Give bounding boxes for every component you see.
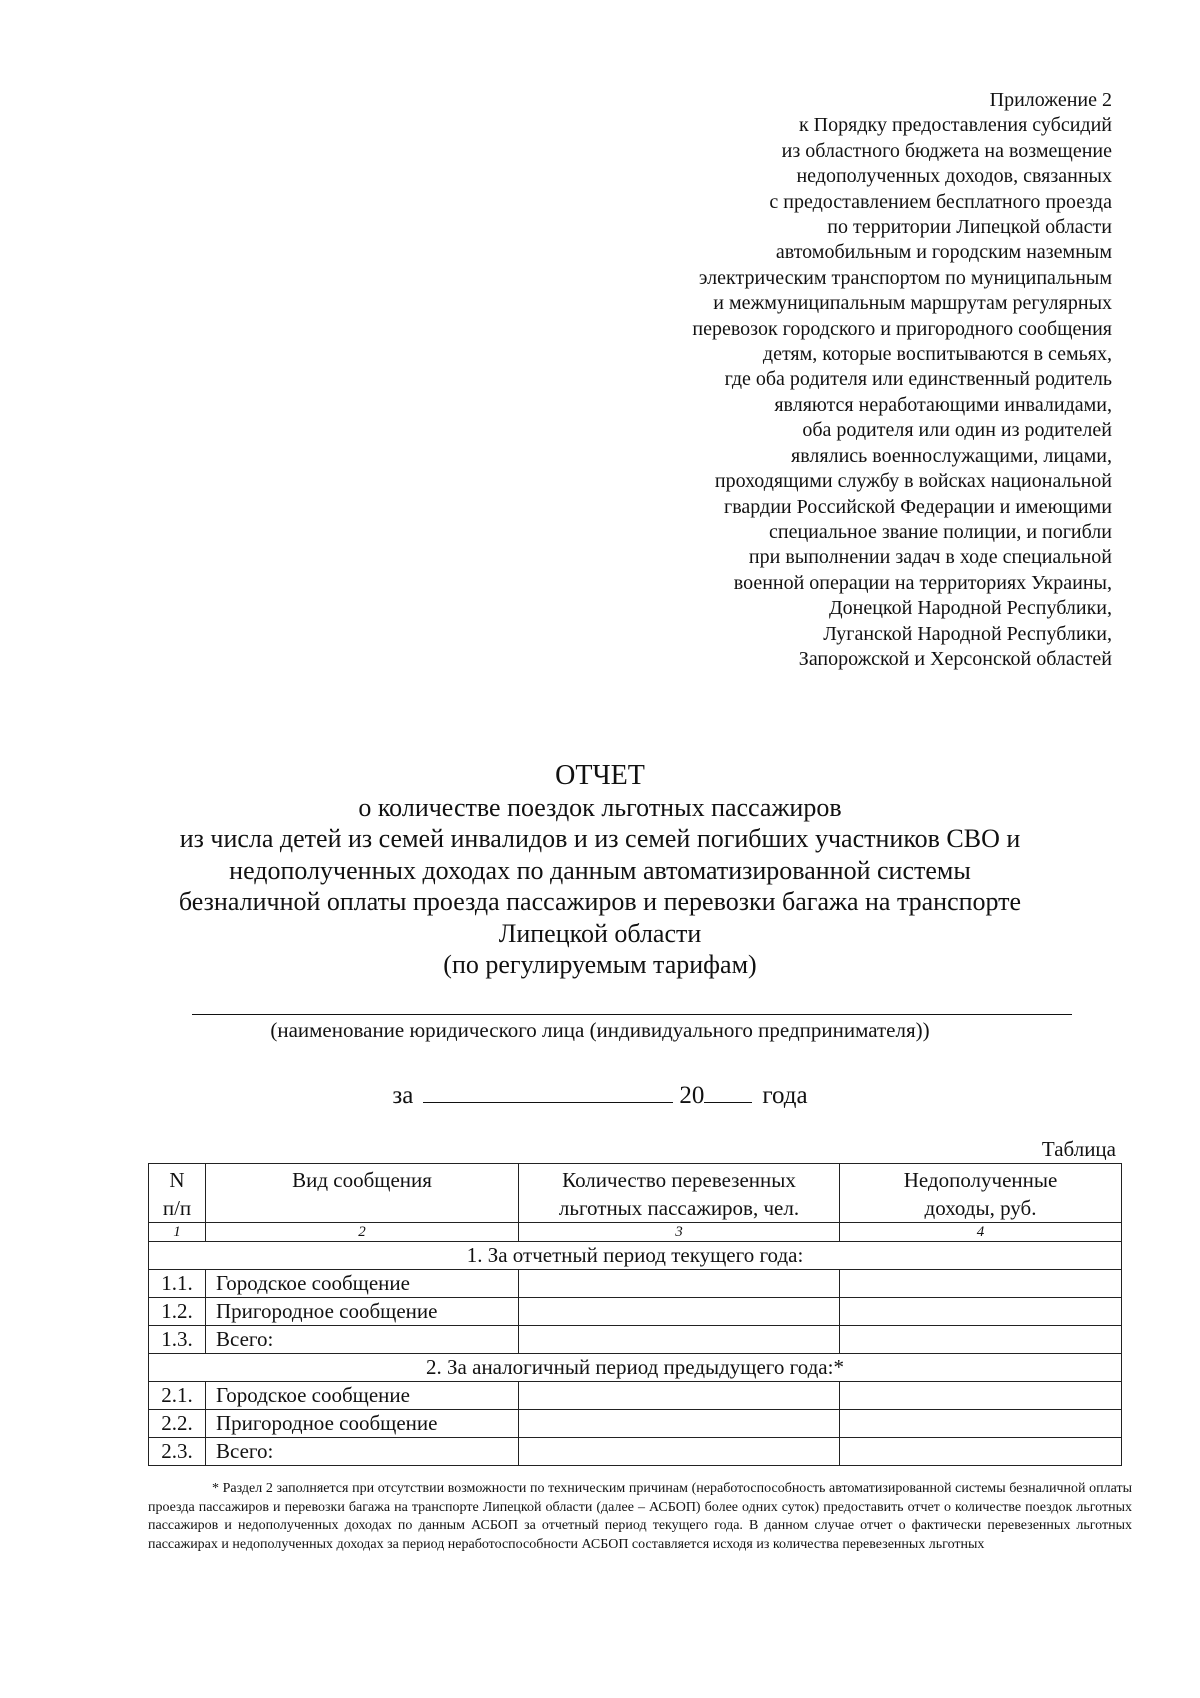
section-title: 2. За аналогичный период предыдущего года:*: [149, 1354, 1122, 1382]
income-cell[interactable]: [840, 1298, 1122, 1326]
report-subtitle-line: из числа детей из семей инвалидов и из семей погибших участников СВО и: [179, 824, 1021, 853]
appendix-line: при выполнении задач в ходе специальной: [748, 546, 1112, 569]
table-row: [149, 1382, 1122, 1410]
income-cell[interactable]: [840, 1270, 1122, 1298]
column-number: 1: [149, 1223, 206, 1242]
table-row: [149, 1326, 1122, 1354]
appendix-line: недополученных доходов, связанных: [796, 165, 1112, 188]
passengers-cell[interactable]: [519, 1298, 840, 1326]
appendix-line: автомобильным и городским наземным: [775, 241, 1112, 264]
report-subtitle-line: о количестве поездок льготных пассажиров: [358, 792, 842, 822]
footnote: [148, 1480, 1132, 1554]
report-table: [148, 1163, 1122, 1466]
report-subtitle-line: безналичной оплаты проезда пассажиров и перевозки багажа на транспорте: [178, 887, 1022, 916]
appendix-line: к Порядку предоставления субсидий: [798, 114, 1112, 137]
appendix-line: детям, которые воспитываются в семьях,: [762, 343, 1112, 366]
appendix-line: являются неработающими инвалидами,: [774, 393, 1112, 416]
row-service-type: Городское сообщение: [206, 1382, 519, 1410]
appendix-line: где оба родителя или единственный родитель: [724, 368, 1112, 391]
report-subtitle-line: недополученных доходах по данным автоматизированной системы: [229, 855, 971, 885]
period-year-prefix: 20: [679, 1082, 705, 1109]
appendix-line: по территории Липецкой области: [827, 216, 1112, 239]
appendix-line: специальное звание полиции, и погибли: [769, 520, 1112, 543]
appendix-line: электрическим транспортом по муниципальным: [698, 266, 1112, 289]
section-title-row: [149, 1354, 1122, 1382]
appendix-line: перевозок городского и пригородного сообщения: [692, 317, 1112, 340]
row-service-type: Всего:: [206, 1438, 519, 1466]
report-title: ОТЧЕТ: [555, 760, 645, 791]
period-blank-field[interactable]: [423, 1080, 673, 1103]
passengers-cell[interactable]: [519, 1326, 840, 1354]
row-number: 2.1.: [149, 1382, 206, 1410]
header-number: N п/п: [149, 1164, 206, 1223]
table-row: [149, 1438, 1122, 1466]
income-cell[interactable]: [840, 1410, 1122, 1438]
row-number: 2.2.: [149, 1410, 206, 1438]
passengers-cell[interactable]: [519, 1438, 840, 1466]
column-number: 3: [519, 1223, 840, 1242]
period-prefix: за: [392, 1082, 414, 1109]
footnote-text: * Раздел 2 заполняется при отсутствии возможности по техническим причинам (неработоспособность автоматизированной системы безналичной оплаты проезда пассажиров и перевозки багажа на транспорте Липецкой области (далее – АСБОП) более одних суток) предоставить отчет о количестве поездок льготных пассажиров и недополученных доходах по данным АСБОП за отчетный период текущего года. В данном случае отчет о фактически перевезенных льготных пассажирах и недополученных доходах за период неработоспособности АСБОП составляется исходя из количества перевезенных льготных: [148, 1481, 1132, 1552]
header-service-type: Вид сообщения: [206, 1164, 519, 1223]
section-title: 1. За отчетный период текущего года:: [149, 1242, 1122, 1270]
report-period: [100, 1080, 1100, 1110]
org-name-caption: (наименование юридического лица (индивидуального предпринимателя)): [270, 1018, 930, 1042]
appendix-header: [592, 88, 1112, 672]
passengers-cell[interactable]: [519, 1270, 840, 1298]
appendix-line: являлись военнослужащими, лицами,: [791, 444, 1112, 467]
income-cell[interactable]: [840, 1438, 1122, 1466]
appendix-line: Запорожской и Херсонской областей: [798, 647, 1112, 670]
passengers-cell[interactable]: [519, 1382, 840, 1410]
period-suffix: года: [762, 1082, 808, 1109]
row-number: 1.3.: [149, 1326, 206, 1354]
appendix-line: военной операции на территориях Украины,: [733, 571, 1112, 594]
column-number-row: [149, 1223, 1122, 1242]
table-row: [149, 1410, 1122, 1438]
appendix-line: гвардии Российской Федерации и имеющими: [724, 495, 1112, 518]
appendix-line: с предоставлением бесплатного проезда: [769, 190, 1112, 213]
header-lost-income: Недополученные доходы, руб.: [840, 1164, 1122, 1223]
report-subtitle-line: (по регулируемым тарифам): [443, 950, 757, 979]
table-row: [149, 1270, 1122, 1298]
income-cell[interactable]: [840, 1382, 1122, 1410]
row-service-type: Всего:: [206, 1326, 519, 1354]
appendix-line: Донецкой Народной Республики,: [829, 597, 1112, 620]
appendix-line: Луганской Народной Республики,: [823, 622, 1112, 645]
row-service-type: Пригородное сообщение: [206, 1298, 519, 1326]
appendix-line: проходящими службу в войсках национальной: [714, 470, 1112, 493]
header-passengers: Количество перевезенных льготных пассажиров, чел.: [519, 1164, 840, 1223]
appendix-line: оба родителя или один из родителей: [802, 419, 1112, 442]
table-row: [149, 1298, 1122, 1326]
row-service-type: Пригородное сообщение: [206, 1410, 519, 1438]
appendix-line: Приложение 2: [989, 89, 1112, 111]
row-number: 1.1.: [149, 1270, 206, 1298]
period-year-blank-field[interactable]: [704, 1080, 752, 1103]
org-name-blank-line[interactable]: [192, 1014, 1072, 1015]
table-header-row: [149, 1164, 1122, 1223]
table-label: Таблица: [1041, 1137, 1116, 1161]
appendix-line: и межмуниципальным маршрутам регулярных: [713, 292, 1112, 315]
report-subtitle-line: Липецкой области: [498, 918, 702, 948]
report-title-block: [100, 760, 1100, 981]
row-service-type: Городское сообщение: [206, 1270, 519, 1298]
row-number: 2.3.: [149, 1438, 206, 1466]
column-number: 4: [840, 1223, 1122, 1242]
appendix-line: из областного бюджета на возмещение: [781, 139, 1112, 162]
column-number: 2: [206, 1223, 519, 1242]
section-title-row: [149, 1242, 1122, 1270]
passengers-cell[interactable]: [519, 1410, 840, 1438]
income-cell[interactable]: [840, 1326, 1122, 1354]
row-number: 1.2.: [149, 1298, 206, 1326]
